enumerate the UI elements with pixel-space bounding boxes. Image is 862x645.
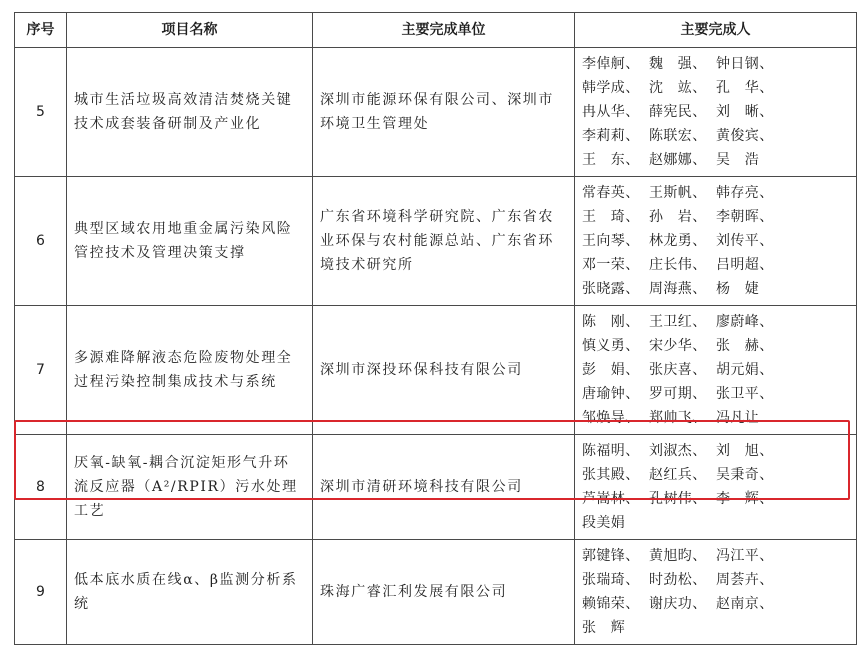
- person-name: 李倬舸、: [582, 56, 640, 72]
- person-name: 刘淑杰、: [649, 443, 707, 459]
- person-name: 刘 晰、: [716, 104, 774, 120]
- project-name: 低本底水质在线α、β监测分析系统: [67, 540, 313, 645]
- person-name: 邹焕导、: [582, 410, 640, 426]
- person-name: 孔 华、: [716, 80, 774, 96]
- header-unit: 主要完成单位: [313, 13, 575, 48]
- table-row-highlighted: [15, 540, 857, 645]
- person-name: 刘 旭、: [716, 443, 774, 459]
- person-name: 郑帅飞、: [649, 410, 707, 426]
- person-name: 黄俊宾、: [716, 128, 774, 144]
- person-name: 魏 强、: [649, 56, 707, 72]
- completers: [575, 540, 857, 645]
- person-name: 周海燕、: [649, 281, 707, 297]
- person-name: 王 琦、: [582, 209, 640, 225]
- project-name: 城市生活垃圾高效清洁焚烧关键技术成套装备研制及产业化: [67, 48, 313, 177]
- completion-unit: 广东省环境科学研究院、广东省农业环保与农村能源总站、广东省环境技术研究所: [313, 177, 575, 306]
- person-name: 宋少华、: [649, 338, 707, 354]
- row-no: 8: [15, 435, 67, 540]
- person-name: 张庆喜、: [649, 362, 707, 378]
- table-row: [15, 435, 857, 540]
- person-name: 赵娜娜、: [649, 152, 707, 168]
- completers: [575, 177, 857, 306]
- person-name: 陈 刚、: [582, 314, 640, 330]
- person-name: 王斯帆、: [649, 185, 707, 201]
- person-name: 薛宪民、: [649, 104, 707, 120]
- person-name: 冯凡让: [716, 410, 760, 426]
- person-name: 韩学成、: [582, 80, 640, 96]
- person-name: 段美娟: [582, 515, 626, 531]
- person-name: 张瑞琦、: [582, 572, 640, 588]
- person-name: 唐瑜钟、: [582, 386, 640, 402]
- table-row: [15, 48, 857, 177]
- row-no: 9: [15, 540, 67, 645]
- person-name: 张其殿、: [582, 467, 640, 483]
- completion-unit: 深圳市深投环保科技有限公司: [313, 306, 575, 435]
- project-name: 厌氧-缺氧-耦合沉淀矩形气升环流反应器（A²/RPIR）污水处理工艺: [67, 435, 313, 540]
- person-name: 彭 娟、: [582, 362, 640, 378]
- person-name: 张晓露、: [582, 281, 640, 297]
- person-name: 王 东、: [582, 152, 640, 168]
- table-row: [15, 177, 857, 306]
- header-people: 主要完成人: [575, 13, 857, 48]
- person-name: 王卫红、: [649, 314, 707, 330]
- person-name: 谢庆功、: [649, 596, 707, 612]
- person-name: 杨 婕: [716, 281, 760, 297]
- person-name: 周荟卉、: [716, 572, 774, 588]
- person-name: 张 赫、: [716, 338, 774, 354]
- awards-table: [14, 12, 857, 645]
- completion-unit: 珠海广睿汇利发展有限公司: [313, 540, 575, 645]
- person-name: 赵南京、: [716, 596, 774, 612]
- person-name: 刘传平、: [716, 233, 774, 249]
- person-name: 钟日钢、: [716, 56, 774, 72]
- person-name: 吴秉奇、: [716, 467, 774, 483]
- header-no: 序号: [15, 13, 67, 48]
- person-name: 林龙勇、: [649, 233, 707, 249]
- row-no: 5: [15, 48, 67, 177]
- table-row: [15, 306, 857, 435]
- person-name: 邓一荣、: [582, 257, 640, 273]
- completion-unit: 深圳市清研环境科技有限公司: [313, 435, 575, 540]
- header-project-name: 项目名称: [67, 13, 313, 48]
- person-name: 芦嵩林、: [582, 491, 640, 507]
- person-name: 韩存亮、: [716, 185, 774, 201]
- person-name: 张卫平、: [716, 386, 774, 402]
- person-name: 胡元娟、: [716, 362, 774, 378]
- table-header-row: [15, 13, 857, 48]
- person-name: 赖锦荣、: [582, 596, 640, 612]
- project-name: 典型区域农用地重金属污染风险管控技术及管理决策支撑: [67, 177, 313, 306]
- person-name: 王向琴、: [582, 233, 640, 249]
- person-name: 孙 岩、: [649, 209, 707, 225]
- person-name: 赵红兵、: [649, 467, 707, 483]
- person-name: 冯江平、: [716, 548, 774, 564]
- person-name: 陈福明、: [582, 443, 640, 459]
- person-name: 黄旭昀、: [649, 548, 707, 564]
- completion-unit: 深圳市能源环保有限公司、深圳市环境卫生管理处: [313, 48, 575, 177]
- person-name: 慎义勇、: [582, 338, 640, 354]
- person-name: 李莉莉、: [582, 128, 640, 144]
- completers: [575, 48, 857, 177]
- completers: [575, 306, 857, 435]
- person-name: 李朝晖、: [716, 209, 774, 225]
- person-name: 吕明超、: [716, 257, 774, 273]
- row-no: 7: [15, 306, 67, 435]
- person-name: 常春英、: [582, 185, 640, 201]
- person-name: 孔树伟、: [649, 491, 707, 507]
- completers: [575, 435, 857, 540]
- person-name: 张 辉: [582, 620, 626, 636]
- person-name: 沈 竑、: [649, 80, 707, 96]
- person-name: 冉从华、: [582, 104, 640, 120]
- row-no: 6: [15, 177, 67, 306]
- project-name: 多源难降解液态危险废物处理全过程污染控制集成技术与系统: [67, 306, 313, 435]
- person-name: 吴 浩: [716, 152, 760, 168]
- person-name: 庄长伟、: [649, 257, 707, 273]
- person-name: 陈联宏、: [649, 128, 707, 144]
- person-name: 时劲松、: [649, 572, 707, 588]
- person-name: 李 辉、: [716, 491, 774, 507]
- person-name: 郭键锋、: [582, 548, 640, 564]
- person-name: 廖蔚峰、: [716, 314, 774, 330]
- person-name: 罗可期、: [649, 386, 707, 402]
